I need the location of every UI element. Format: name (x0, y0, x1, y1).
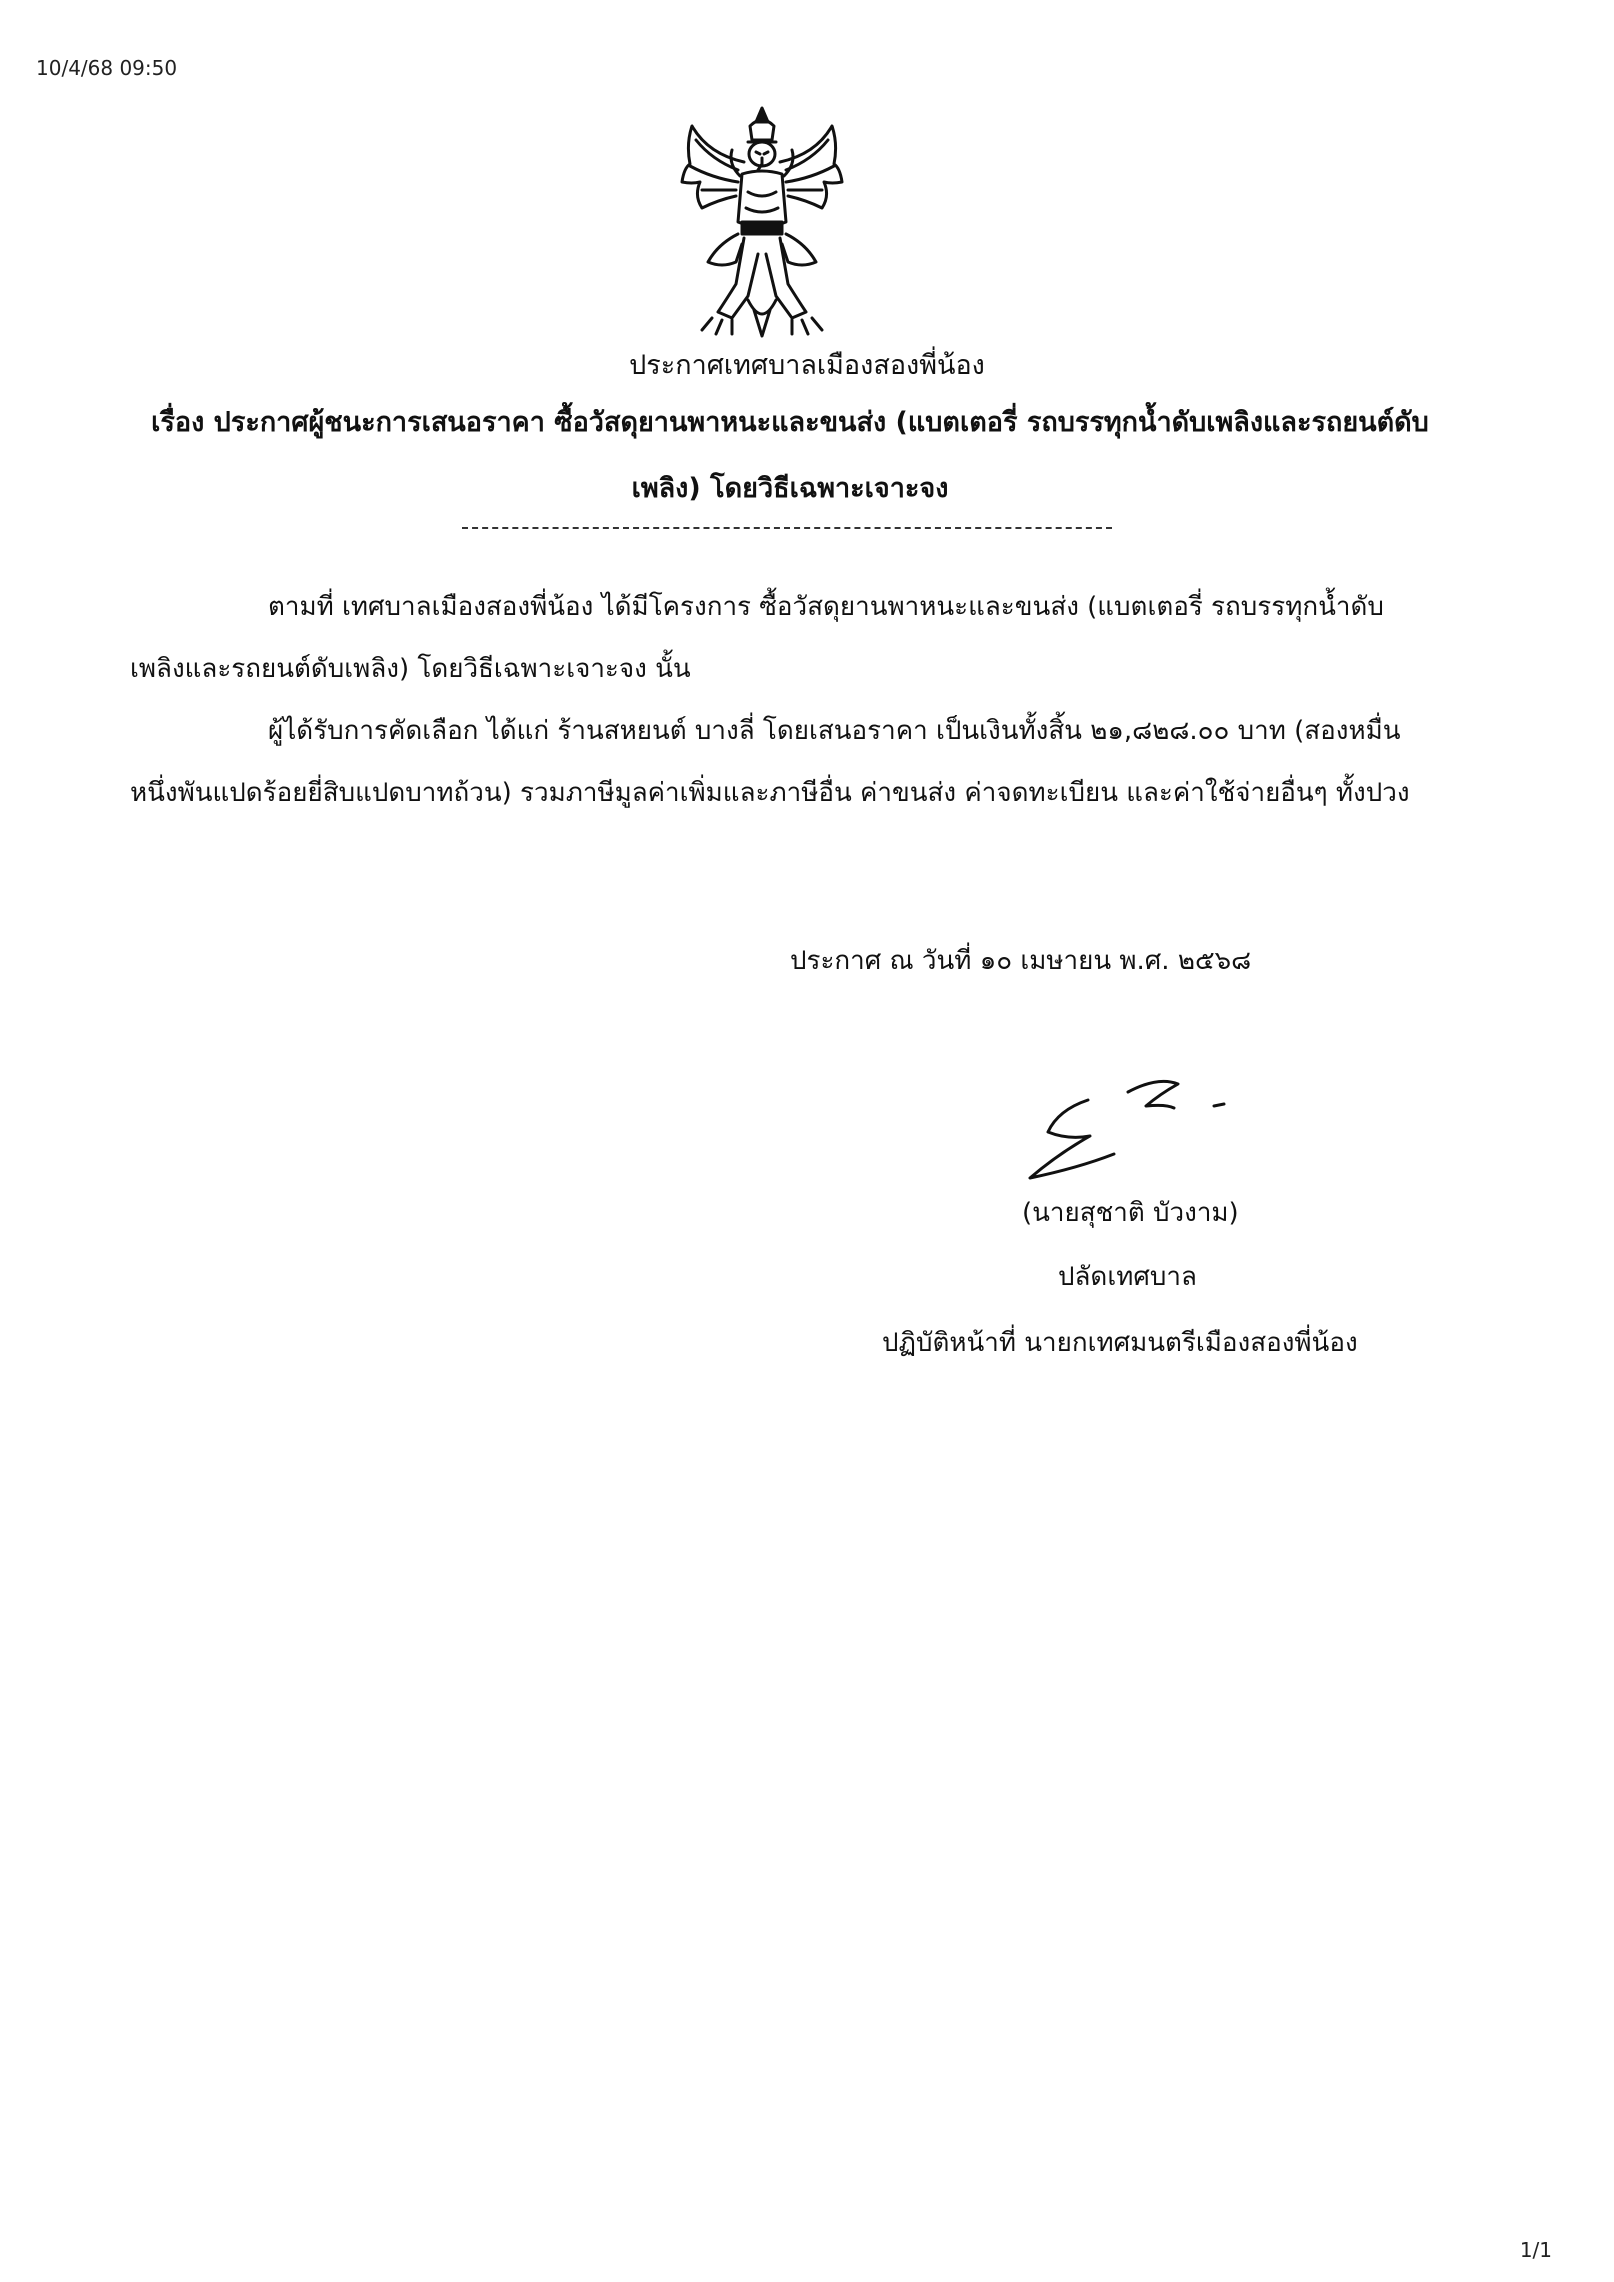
signer-name: (นายสุชาติ บัวงาม) (1022, 1198, 1239, 1228)
body-paragraph-1: ตามที่ เทศบาลเมืองสองพี่น้อง ได้มีโครงการ ซื้อวัสดุยานพาหนะและขนส่ง (แบตเตอรี่ รถบรรทุกน้ำดับเพลิงและรถยนต์ดับเพลิง) โดยวิธีเฉพาะเจาะจง นั้น (130, 592, 1384, 684)
garuda-emblem-icon (678, 104, 846, 340)
handwritten-signature (1018, 1070, 1278, 1200)
signer-position: ปลัดเทศบาล (1058, 1262, 1197, 1292)
scan-timestamp: 10/4/68 09:50 (36, 56, 178, 80)
body-paragraph-2: ผู้ได้รับการคัดเลือก ได้แก่ ร้านสหยนต์ บางลี่ โดยเสนอราคา เป็นเงินทั้งสิ้น ๒๑,๘๒๘.๐๐ บาท (สองหมื่นหนึ่งพันแปดร้อยยี่สิบแปดบาทถ้วน) รวมภาษีมูลค่าเพิ่มและภาษีอื่น ค่าขนส่ง ค่าจดทะเบียน และค่าใช้จ่ายอื่นๆ ทั้งปวง (130, 716, 1410, 808)
announcement-subject: เรื่อง ประกาศผู้ชนะการเสนอราคา ซื้อวัสดุยานพาหนะและขนส่ง (แบตเตอรี่ รถบรรทุกน้ำดับเพลิงและรถยนต์ดับเพลิง) โดยวิธีเฉพาะเจาะจง (151, 407, 1429, 504)
announcement-date: ประกาศ ณ วันที่ ๑๐ เมษายน พ.ศ. ๒๕๖๘ (790, 946, 1252, 976)
acting-position: ปฏิบัติหน้าที่ นายกเทศมนตรีเมืองสองพี่น้อง (882, 1328, 1358, 1358)
announcement-body (130, 576, 1426, 824)
page-number: 1/1 (1519, 2238, 1552, 2262)
dashed-divider (462, 527, 1112, 529)
announcement-title: ประกาศเทศบาลเมืองสองพี่น้อง (629, 350, 985, 381)
